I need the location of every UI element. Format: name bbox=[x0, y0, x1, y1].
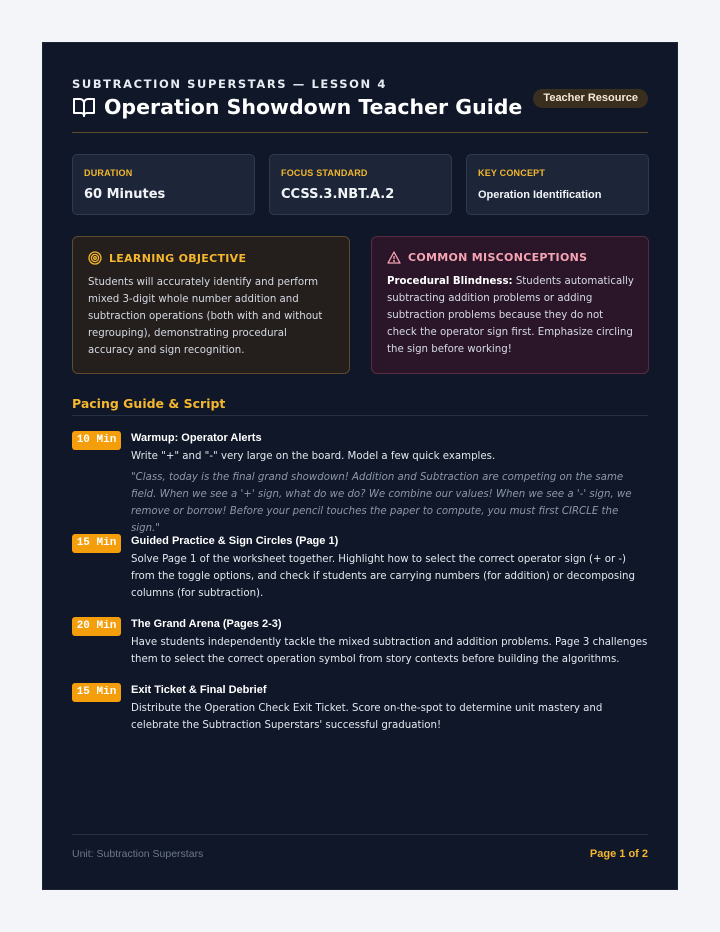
learning-objective-card bbox=[72, 236, 350, 374]
target-icon bbox=[88, 251, 102, 265]
time-tag: 20 Min bbox=[72, 617, 121, 636]
misconception-body: Students automatically subtracting addition problems or adding subtraction problems because they do not check the operator sign first. Emphasize circling the sign before working! bbox=[387, 276, 634, 355]
stats-row bbox=[72, 154, 648, 215]
step-description: Distribute the Operation Check Exit Ticket. Score on-the-spot to determine unit mastery and celebrate the Subtraction Superstars' successful graduation! bbox=[131, 703, 603, 731]
step-title: Exit Ticket & Final Debrief bbox=[131, 684, 267, 696]
stat-duration bbox=[72, 154, 255, 215]
step-title: The Grand Arena (Pages 2-3) bbox=[131, 618, 282, 630]
header-divider bbox=[72, 132, 648, 133]
time-tag: 15 Min bbox=[72, 534, 121, 553]
step-script: "Class, today is the final grand showdown! Addition and Subtraction are competing on the same field. When we see a '+' sign, what do we do? We combine our values! When we see a '-' sign, we remove or borrow! Before your pencil touches the paper to compute, you must first CIRCLE the sign." bbox=[131, 472, 632, 534]
misconception-lead: Procedural Blindness: bbox=[387, 276, 513, 287]
time-tag: 10 Min bbox=[72, 431, 121, 450]
footer-divider bbox=[72, 834, 648, 835]
warning-triangle-icon bbox=[387, 251, 401, 264]
open-book-icon bbox=[72, 96, 96, 118]
stat-value: 60 Minutes bbox=[84, 187, 166, 202]
step-title: Guided Practice & Sign Circles (Page 1) bbox=[131, 535, 339, 547]
stat-value: CCSS.3.NBT.A.2 bbox=[281, 187, 395, 202]
pacing-section-title: Pacing Guide & Script bbox=[72, 396, 226, 411]
step-description: Have students independently tackle the mixed subtraction and addition problems. Page 3 challenges them to select the correct operation symbol from story contexts before building the algorithms. bbox=[131, 637, 648, 665]
stat-label: DURATION bbox=[84, 168, 133, 178]
step-description: Write "+" and "-" very large on the board. Model a few quick examples. bbox=[131, 451, 496, 462]
misconceptions-heading bbox=[387, 251, 634, 264]
pacing-divider bbox=[72, 415, 648, 416]
learning-objective-text: Students will accurately identify and perform mixed 3-digit whole number addition and subtraction operations (both with and without regrouping), demonstrating procedural accuracy and sign recognition. bbox=[88, 277, 323, 356]
misconceptions-title: COMMON MISCONCEPTIONS bbox=[408, 251, 588, 264]
stat-label: FOCUS STANDARD bbox=[281, 168, 368, 178]
stat-label: KEY CONCEPT bbox=[478, 168, 546, 178]
lesson-kicker: SUBTRACTION SUPERSTARS — LESSON 4 bbox=[72, 77, 387, 91]
footer-unit: Unit: Subtraction Superstars bbox=[72, 848, 204, 860]
misconceptions-text bbox=[387, 273, 634, 358]
learning-objective-heading bbox=[88, 251, 335, 265]
time-tag: 15 Min bbox=[72, 683, 121, 702]
stat-key-concept bbox=[466, 154, 649, 215]
learning-objective-title: LEARNING OBJECTIVE bbox=[109, 251, 247, 265]
step-title: Warmup: Operator Alerts bbox=[131, 432, 262, 444]
footer-page-number: Page 1 of 2 bbox=[589, 848, 648, 860]
misconceptions-card bbox=[371, 236, 649, 374]
stat-focus-standard bbox=[269, 154, 452, 215]
step-description: Solve Page 1 of the worksheet together. Highlight how to select the correct operator sign (+ or -) from the toggle options, and check if students are carrying numbers (for addition) or decomposing columns (for subtraction). bbox=[131, 554, 635, 599]
teacher-resource-badge: Teacher Resource bbox=[533, 89, 648, 108]
stat-value: Operation Identification bbox=[478, 189, 602, 201]
teacher-guide-page bbox=[42, 42, 678, 890]
title-row bbox=[72, 95, 522, 119]
page-title: Operation Showdown Teacher Guide bbox=[104, 95, 523, 119]
